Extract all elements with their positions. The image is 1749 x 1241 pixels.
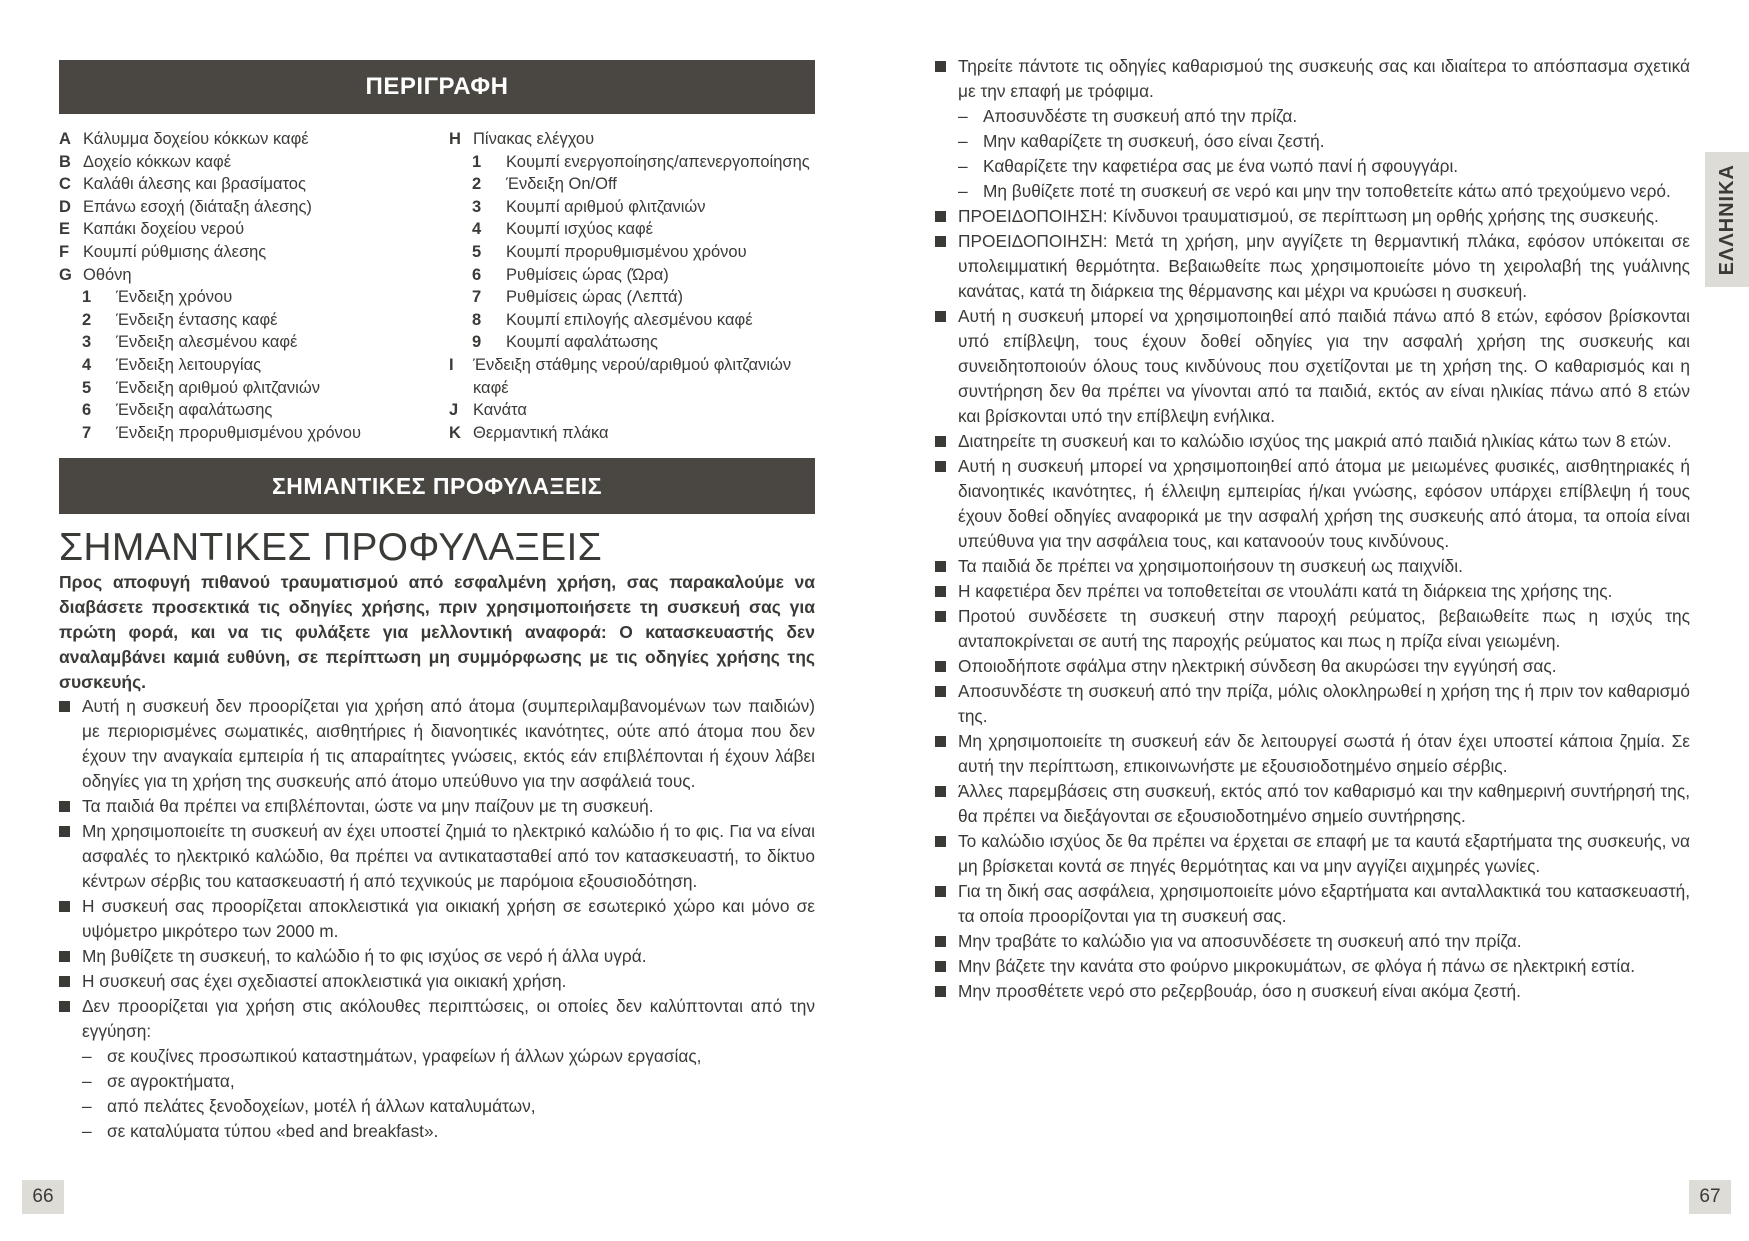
list-item-text: Μην τραβάτε το καλώδιο για να αποσυνδέσετε τη συσκευή από την πρίζα. [958, 931, 1522, 951]
description-item-key: J [449, 401, 459, 420]
description-item-text: Κανάτα [473, 401, 527, 420]
description-item-key: 7 [82, 423, 92, 442]
description-item-key: D [59, 197, 71, 216]
description-item [59, 241, 439, 264]
description-item-text: Ένδειξη έντασης καφέ [116, 310, 278, 329]
description-item [59, 151, 439, 174]
description-item-key: 2 [82, 310, 92, 329]
description-item [449, 196, 829, 219]
sub-list-item [935, 104, 1690, 129]
description-item [449, 173, 829, 196]
list-item-text: ΠΡΟΕΙΔΟΠΟΙΗΣΗ: Μετά τη χρήση, μην αγγίζετε τη θερμαντική πλάκα, εφόσον υπόκειται σε υπολειμματική θερμότητα. Βεβαιωθείτε πως χρησιμοποιείτε μόνο τη χειρολαβή της γυάλινης κανάτας, κατά τη διάρκεια της θέρμανσης και μέχρι να κρυώσει η συσκευή. [958, 231, 1690, 301]
description-item-key: I [449, 355, 454, 374]
description-item-text: Ένδειξη χρόνου [116, 288, 233, 307]
description-item [449, 422, 829, 445]
description-item-text: Κουμπί ρύθμισης άλεσης [83, 242, 267, 261]
list-item [935, 454, 1690, 554]
description-item [449, 218, 829, 241]
square-bullet-icon [59, 976, 70, 987]
dash-bullet-icon: – [82, 1071, 92, 1091]
description-item [59, 309, 439, 332]
description-item-text: Κουμπί επιλογής αλεσμένου καφέ [506, 310, 753, 329]
dash-bullet-icon: – [958, 181, 968, 201]
list-item [935, 954, 1690, 979]
list-item [935, 829, 1690, 879]
square-bullet-icon [59, 901, 70, 912]
list-item-text: σε κουζίνες προσωπικού καταστημάτων, γραφείων ή άλλων χώρων εργασίας, [107, 1046, 702, 1066]
list-item-text: Μη χρησιμοποιείτε τη συσκευή εάν δε λειτουργεί σωστά ή όταν έχει υποστεί κάποια ζημία. Σε αυτή την περίπτωση, επικοινωνήστε με εξουσιοδοτημένο σημείο σέρβις. [958, 731, 1690, 776]
list-item-text: Αποσυνδέστε τη συσκευή από την πρίζα, μόλις ολοκληρωθεί η χρήση της ή πριν τον καθαρισμό της. [958, 681, 1690, 726]
list-item-text: Η συσκευή σας προορίζεται αποκλειστικά για οικιακή χρήση σε εσωτερικό χώρο και μόνο σε υψόμετρο μικρότερο των 2000 m. [82, 896, 815, 941]
list-item [935, 604, 1690, 654]
page-number-left: 66 [22, 1180, 64, 1214]
square-bullet-icon [935, 61, 946, 72]
list-item-text: Καθαρίζετε την καφετιέρα σας με ένα νωπό πανί ή σφουγγάρι. [983, 156, 1459, 176]
square-bullet-icon [935, 886, 946, 897]
language-tab-label: ΕΛΛΗΝΙΚΑ [1715, 163, 1738, 276]
square-bullet-icon [59, 951, 70, 962]
sub-list-item [59, 1094, 815, 1119]
description-item [449, 128, 829, 151]
list-item-text: από πελάτες ξενοδοχείων, μοτέλ ή άλλων καταλυμάτων, [107, 1096, 536, 1116]
list-item [935, 879, 1690, 929]
square-bullet-icon [935, 436, 946, 447]
list-item-text: Άλλες παρεμβάσεις στη συσκευή, εκτός από τον καθαρισμό και την καθημερινή συντήρησή της, θα πρέπει να διεξάγονται σε εξουσιοδοτημένο σημείο συντήρησης. [958, 781, 1690, 826]
description-item [59, 218, 439, 241]
list-item-text: Αυτή η συσκευή δεν προορίζεται για χρήση από άτομα (συμπεριλαμβανομένων των παιδιών) με περιορισμένες σωματικές, αισθητήριες ή διανοητικές ικανότητες, ούτε από άτομα που δεν έχουν την αναγκαία εμπειρία ή τις απαραίτητες γνώσεις, εκτός εάν επιβλέπονται ή έχουν λάβει οδηγίες για τη χρήση της συσκευής από άτομο υπεύθυνο για την ασφάλειά τους. [82, 696, 815, 791]
description-item-key: 1 [472, 152, 482, 171]
list-item-text: Τα παιδιά θα πρέπει να επιβλέπονται, ώστε να μην παίζουν με τη συσκευή. [82, 796, 654, 816]
sub-list-item [59, 1119, 815, 1144]
list-item-text: Για τη δική σας ασφάλεια, χρησιμοποιείτε μόνο εξαρτήματα και ανταλλακτικά του κατασκευαστή, τα οποία προορίζονται για τη συσκευή σας. [958, 881, 1690, 926]
description-item-key: 6 [82, 401, 92, 420]
list-item [59, 794, 815, 819]
description-item [59, 399, 439, 422]
description-item-key: E [59, 220, 71, 239]
list-item-text: Τα παιδιά δε πρέπει να χρησιμοποιήσουν τη συσκευή ως παιχνίδι. [958, 556, 1463, 576]
description-item-text: Πίνακας ελέγχου [473, 130, 595, 148]
dash-bullet-icon: – [82, 1046, 92, 1066]
sub-list-item [59, 1044, 815, 1069]
list-item [935, 204, 1690, 229]
list-item [935, 779, 1690, 829]
square-bullet-icon [59, 826, 70, 837]
dash-bullet-icon: – [958, 106, 968, 126]
square-bullet-icon [935, 236, 946, 247]
square-bullet-icon [935, 586, 946, 597]
square-bullet-icon [935, 211, 946, 222]
list-item-text: Αυτή η συσκευή μπορεί να χρησιμοποιηθεί από παιδιά πάνω από 8 ετών, εφόσον βρίσκονται υπό επίβλεψη, τους έχουν δοθεί οδηγίες για την ασφαλή χρήση της συσκευής και συνειδητοποιούν όλους τους κινδύνους που σχετίζονται με τη χρήση της. Ο καθαρισμός και η συντήρηση δεν θα πρέπει να γίνονται από τα παιδιά, εκτός αν είναι ηλικίας πάνω από 8 ετών και βρίσκονται υπό την επίβλεψη ενήλικα. [958, 306, 1690, 426]
description-item-text: Καλάθι άλεσης και βρασίματος [83, 175, 306, 194]
description-item-text: Ένδειξη αφαλάτωσης [116, 401, 273, 420]
description-item-key: A [59, 130, 71, 148]
description-item [59, 173, 439, 196]
list-item-text: σε καταλύματα τύπου «bed and breakfast». [107, 1121, 439, 1141]
description-item-text: Κουμπί προρυθμισμένου χρόνου [506, 242, 747, 261]
list-item-text: Μη βυθίζετε τη συσκευή, το καλώδιο ή το φις ισχύος σε νερό ή άλλα υγρά. [82, 946, 647, 966]
language-tab [1705, 152, 1749, 287]
description-item-key: 5 [82, 378, 92, 397]
description-item-text: Ένδειξη προρυθμισμένου χρόνου [116, 423, 362, 442]
list-item-text: Προτού συνδέσετε τη συσκευή στην παροχή ρεύματος, βεβαιωθείτε πως η ισχύς της ανταποκρίνεται σε αυτή της παροχής ρεύματος και πως η πρίζα είναι γειωμένη. [958, 606, 1690, 651]
description-item-text: Ένδειξη στάθμης νερού/αριθμού φλιτζανιών καφέ [473, 355, 792, 397]
description-item [449, 331, 829, 354]
dash-bullet-icon: – [82, 1096, 92, 1116]
description-item [59, 286, 439, 309]
description-item-text: Ένδειξη αλεσμένου καφέ [116, 333, 298, 352]
description-item-text: Κουμπί αφαλάτωσης [506, 333, 658, 352]
list-item-text: Αυτή η συσκευή μπορεί να χρησιμοποιηθεί από άτομα με μειωμένες φυσικές, αισθητηριακές ή διανοητικές ικανότητες, ή έλλειψη εμπειρίας ή/και γνώσης, εφόσον υπάρχει επίβλεψη ή τους έχουν δοθεί οδηγίες αναφορικά με την ασφαλή χρήση της συσκευής από άτομα, τα οποία είναι υπεύθυνα για την ασφάλεια τους, και κατανοούν τους κινδύνους. [958, 456, 1690, 551]
list-item-text: Διατηρείτε τη συσκευή και το καλώδιο ισχύος της μακριά από παιδιά ηλικίας κάτω των 8 ετών. [958, 431, 1672, 451]
description-item-key: 2 [472, 175, 482, 194]
description-list-col-2 [449, 128, 829, 444]
square-bullet-icon [935, 986, 946, 997]
square-bullet-icon [59, 801, 70, 812]
description-item-key: F [59, 242, 70, 261]
description-item-text: Ένδειξη λειτουργίας [116, 355, 262, 374]
list-item-text: Μη βυθίζετε ποτέ τη συσκευή σε νερό και μην την τοποθετείτε κάτω από τρεχούμενο νερό. [983, 181, 1671, 201]
description-item-text: Ένδειξη On/Off [506, 175, 617, 194]
description-item [59, 422, 439, 445]
square-bullet-icon [935, 461, 946, 472]
description-item-key: 5 [472, 242, 482, 261]
list-item [935, 554, 1690, 579]
dash-bullet-icon: – [82, 1121, 92, 1141]
list-item [59, 819, 815, 894]
description-banner: ΠΕΡΙΓΡΑΦΗ [59, 60, 815, 114]
list-item-text: Το καλώδιο ισχύος δε θα πρέπει να έρχεται σε επαφή με τα καυτά εξαρτήματα της συσκευής, να μη βρίσκεται κοντά σε πηγές θερμότητας και να μην αγγίζει αιχμηρές γωνίες. [958, 831, 1690, 876]
description-item [59, 264, 439, 287]
description-item [449, 151, 829, 174]
precautions-intro: Προς αποφυγή πιθανού τραυματισμού από εσφαλμένη χρήση, σας παρακαλούμε να διαβάσετε προσεκτικά τις οδηγίες χρήσης, πριν χρησιμοποιήσετε τη συσκευή σας για πρώτη φορά, και να τις φυλάξετε για μελλοντική αναφορά: Ο κατασκευαστής δεν αναλαμβάνει καμιά ευθύνη, σε περίπτωση μη συμμόρφωσης με τις οδηγίες χρήσης της συσκευής. [59, 572, 815, 692]
description-item-key: H [449, 130, 461, 148]
square-bullet-icon [935, 311, 946, 322]
description-item-text: Ρυθμίσεις ώρας (Ώρα) [506, 265, 669, 284]
description-item-key: 3 [82, 333, 92, 352]
list-item [59, 944, 815, 969]
square-bullet-icon [935, 686, 946, 697]
sub-list-item [935, 179, 1690, 204]
square-bullet-icon [935, 786, 946, 797]
list-item-text: Αποσυνδέστε τη συσκευή από την πρίζα. [983, 106, 1298, 126]
description-item-text: Κουμπί ισχύος καφέ [506, 220, 654, 239]
description-item-text: Κουμπί ενεργοποίησης/απενεργοποίησης [506, 152, 810, 171]
list-item [935, 654, 1690, 679]
precautions-banner: ΣΗΜΑΝΤΙΚΕΣ ΠΡΟΦΥΛΑΞΕΙΣ [59, 458, 815, 514]
list-item [935, 979, 1690, 1004]
list-item [59, 994, 815, 1044]
dash-bullet-icon: – [958, 156, 968, 176]
description-item-key: 3 [472, 197, 482, 216]
description-item [59, 196, 439, 219]
list-item [59, 894, 815, 944]
description-item [449, 264, 829, 287]
list-item-text: Η συσκευή σας έχει σχεδιαστεί αποκλειστικά για οικιακή χρήση. [82, 971, 567, 991]
list-item [59, 969, 815, 994]
list-item [935, 429, 1690, 454]
description-item-key: 4 [82, 355, 92, 374]
list-item-text: Δεν προορίζεται για χρήση στις ακόλουθες περιπτώσεις, οι οποίες δεν καλύπτονται από την εγγύηση: [82, 996, 815, 1041]
square-bullet-icon [935, 936, 946, 947]
description-item [449, 399, 829, 422]
list-item-text: Μην προσθέτετε νερό στο ρεζερβουάρ, όσο η συσκευή είναι ακόμα ζεστή. [958, 981, 1521, 1001]
description-list-col-1 [59, 128, 439, 444]
description-item-text: Κουμπί αριθμού φλιτζανιών [506, 197, 706, 216]
description-item-text: Ένδειξη αριθμού φλιτζανιών [116, 378, 320, 397]
list-item-text: σε αγροκτήματα, [107, 1071, 235, 1091]
list-item [935, 54, 1690, 104]
right-precautions-list [935, 54, 1690, 1004]
dash-bullet-icon: – [958, 131, 968, 151]
description-item-text: Κάλυμμα δοχείου κόκκων καφέ [83, 130, 309, 148]
description-item-key: C [59, 175, 71, 194]
left-page [0, 0, 874, 1241]
description-item-text: Επάνω εσοχή (διάταξη άλεσης) [83, 197, 312, 216]
description-item [449, 286, 829, 309]
description-item-key: 7 [472, 288, 482, 307]
left-precautions-list [59, 694, 815, 1144]
square-bullet-icon [935, 661, 946, 672]
description-item-text: Θερμαντική πλάκα [473, 423, 609, 442]
square-bullet-icon [59, 1001, 70, 1012]
description-item-text: Οθόνη [83, 265, 132, 284]
description-item-key: 8 [472, 310, 482, 329]
description-item-key: 9 [472, 333, 482, 352]
precautions-heading: ΣΗΜΑΝΤΙΚΕΣ ΠΡΟΦΥΛΑΞΕΙΣ [59, 526, 603, 569]
square-bullet-icon [935, 736, 946, 747]
description-item-text: Δοχείο κόκκων καφέ [83, 152, 232, 171]
sub-list-item [935, 154, 1690, 179]
square-bullet-icon [935, 561, 946, 572]
page-number-right: 67 [1689, 1180, 1731, 1214]
square-bullet-icon [59, 701, 70, 712]
list-item [935, 229, 1690, 304]
description-item-key: 1 [82, 288, 92, 307]
sub-list-item [935, 129, 1690, 154]
description-item [449, 309, 829, 332]
list-item [935, 729, 1690, 779]
description-item-key: G [59, 265, 72, 284]
description-item [449, 354, 829, 399]
description-item [59, 377, 439, 400]
list-item [59, 694, 815, 794]
description-item [59, 128, 439, 151]
square-bullet-icon [935, 961, 946, 972]
description-item-key: B [59, 152, 71, 171]
sub-list-item [59, 1069, 815, 1094]
list-item-text: Μην καθαρίζετε τη συσκευή, όσο είναι ζεστή. [983, 131, 1325, 151]
description-item-text: Καπάκι δοχείου νερού [83, 220, 245, 239]
description-item-key: 6 [472, 265, 482, 284]
list-item-text: Μη χρησιμοποιείτε τη συσκευή αν έχει υποστεί ζημιά το ηλεκτρικό καλώδιο ή το φις. Για να είναι ασφαλές το ηλεκτρικό καλώδιο, θα πρέπει να αντικατασταθεί από τον κατασκευαστή, το δίκτυο κέντρων σέρβις του κατασκευαστή ή από τεχνικούς με παρόμοια εξουσιοδότηση. [82, 821, 815, 891]
list-item [935, 679, 1690, 729]
list-item [935, 304, 1690, 429]
description-item [59, 331, 439, 354]
description-item-key: 4 [472, 220, 482, 239]
list-item [935, 929, 1690, 954]
list-item-text: Τηρείτε πάντοτε τις οδηγίες καθαρισμού της συσκευής σας και ιδιαίτερα το απόσπασμα σχετικά με την επαφή με τρόφιμα. [958, 56, 1690, 101]
description-item-key: K [449, 423, 461, 442]
list-item-text: Μην βάζετε την κανάτα στο φούρνο μικροκυμάτων, σε φλόγα ή πάνω σε ηλεκτρική εστία. [958, 956, 1636, 976]
list-item-text: Οποιοδήποτε σφάλμα στην ηλεκτρική σύνδεση θα ακυρώσει την εγγύησή σας. [958, 656, 1557, 676]
list-item-text: Η καφετιέρα δεν πρέπει να τοποθετείται σε ντουλάπι κατά τη διάρκεια της χρήσης της. [958, 581, 1613, 601]
description-item [449, 241, 829, 264]
square-bullet-icon [935, 611, 946, 622]
list-item [935, 579, 1690, 604]
description-item-text: Ρυθμίσεις ώρας (Λεπτά) [506, 288, 684, 307]
description-item [59, 354, 439, 377]
list-item-text: ΠΡΟΕΙΔΟΠΟΙΗΣΗ: Κίνδυνοι τραυματισμού, σε περίπτωση μη ορθής χρήσης της συσκευής. [958, 206, 1659, 226]
square-bullet-icon [935, 836, 946, 847]
